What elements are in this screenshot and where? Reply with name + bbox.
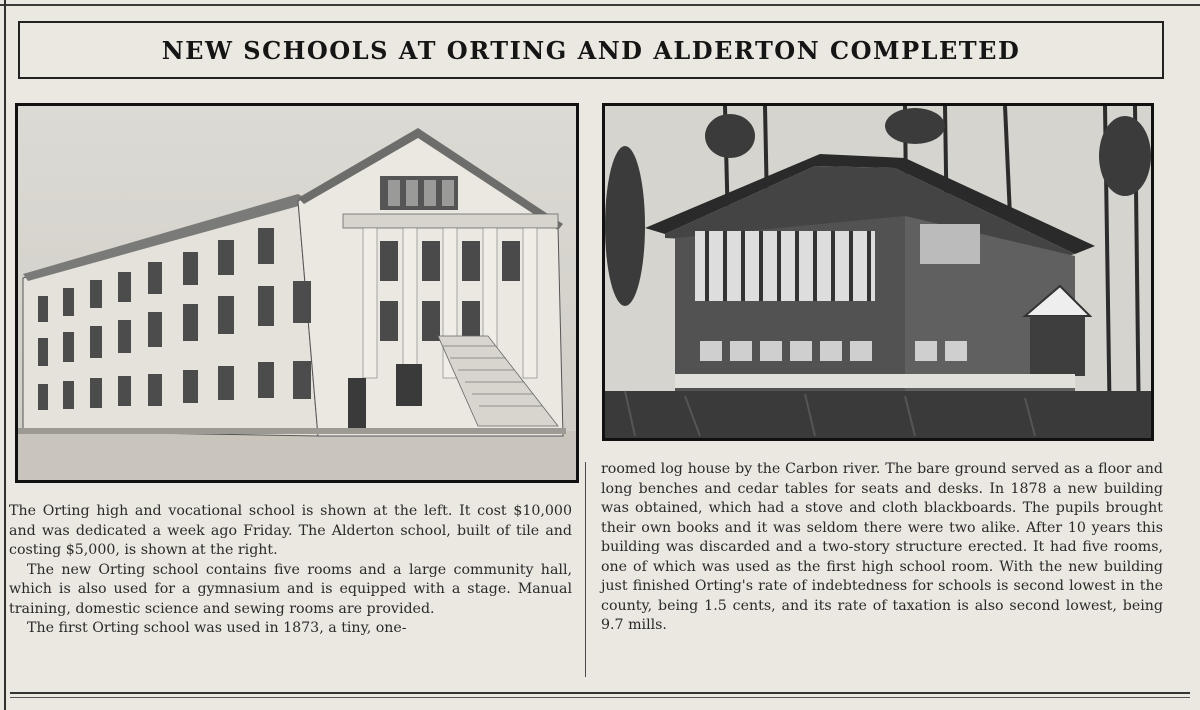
headline-box [18, 21, 1164, 79]
article-column-right [601, 460, 1163, 636]
paragraph: The new Orting school contains five rooms and a large community hall, which is also used for a gymnasium and is equipped with a stage. Manual training, domestic science and sewing rooms are provided. [9, 561, 572, 617]
orting-school-photo [15, 103, 579, 483]
article-column-left [9, 502, 572, 639]
alderton-school-photo [602, 103, 1154, 441]
top-rule [0, 4, 1200, 6]
bottom-rule-thin [10, 697, 1190, 698]
paragraph: The Orting high and vocational school is shown at the left. It cost $10,000 and was dedicated a week ago Friday. The Alderton school, built of tile and costing $5,000, is shown at the right. [9, 503, 572, 558]
paragraph: The first Orting school was used in 1873, a tiny, one- [27, 620, 407, 636]
bottom-rule [10, 692, 1190, 694]
left-rule [4, 0, 6, 710]
column-rule [585, 462, 586, 677]
paragraph: roomed log house by the Carbon river. The bare ground served as a floor and long benches and cedar tables for seats and desks. In 1878 a new building was obtained, which had a stove and cloth blackboards. The pupils brought their own books and it was seldom there were two alike. After 10 years this building was discarded and a two-story structure erected. It had five rooms, one of which was used as the first high school room. With the new building just finished Orting's rate of indebtedness for schools is second lowest in the county, being 1.5 cents, and its rate of taxation is also second lowest, being 9.7 mills. [601, 461, 1163, 633]
headline: NEW SCHOOLS AT ORTING AND ALDERTON COMPLETED [161, 35, 1021, 65]
